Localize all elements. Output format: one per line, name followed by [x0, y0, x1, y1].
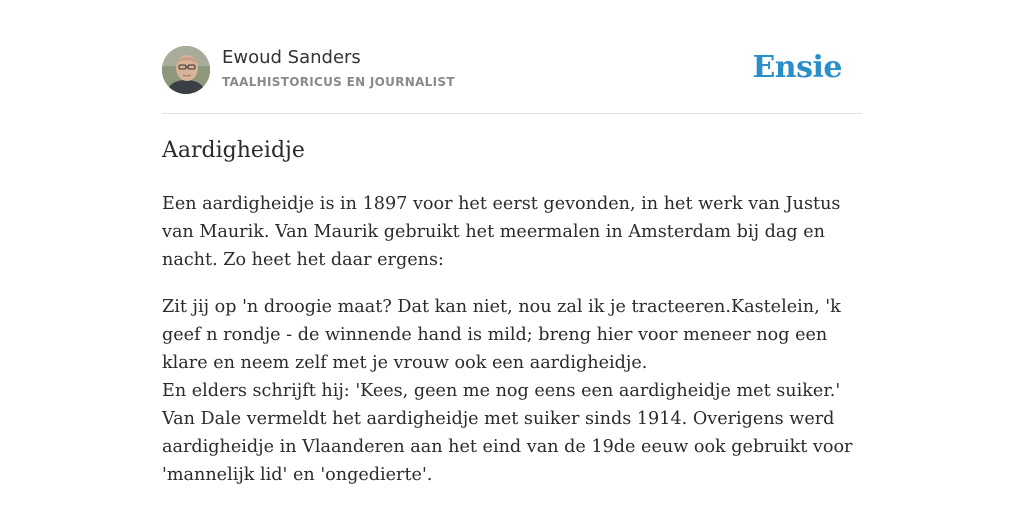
article-title: Aardigheidje — [162, 138, 305, 163]
avatar[interactable] — [162, 46, 210, 94]
author-role: TAALHISTORICUS EN JOURNALIST — [222, 75, 455, 89]
article-card — [162, 0, 862, 512]
brand-logo[interactable]: Ensie — [752, 50, 842, 85]
person-portrait-icon — [162, 46, 210, 94]
article-paragraph-1: Een aardigheidje is in 1897 voor het eerst gevonden, in het werk van Justus van Maurik. Van Maurik gebruikt het meermalen in Amsterdam bij dag en nacht. Zo heet het daar ergens: — [162, 194, 841, 270]
continuation-text: En elders schrijft hij: 'Kees, geen me nog eens een aardigheidje met suiker.' Van Dale vermeldt het aardigheidje met suiker sinds 1914. Overigens werd aardigheidje in Vlaanderen aan het eind van de 19de eeuw ook gebruikt voor 'mannelijk lid' en 'ongedierte'. — [162, 381, 853, 485]
author-name[interactable]: Ewoud Sanders — [222, 47, 361, 68]
quote-text: Zit jij op 'n droogie maat? Dat kan niet, nou zal ik je tracteeren.Kastelein, 'k geef n rondje - de winnende hand is mild; breng hier voor meneer nog een klare en neem zelf met je vrouw ook een aardigheidje. — [162, 297, 841, 373]
divider — [162, 113, 862, 114]
article-paragraph-2 — [162, 293, 862, 489]
author-header — [162, 46, 862, 96]
